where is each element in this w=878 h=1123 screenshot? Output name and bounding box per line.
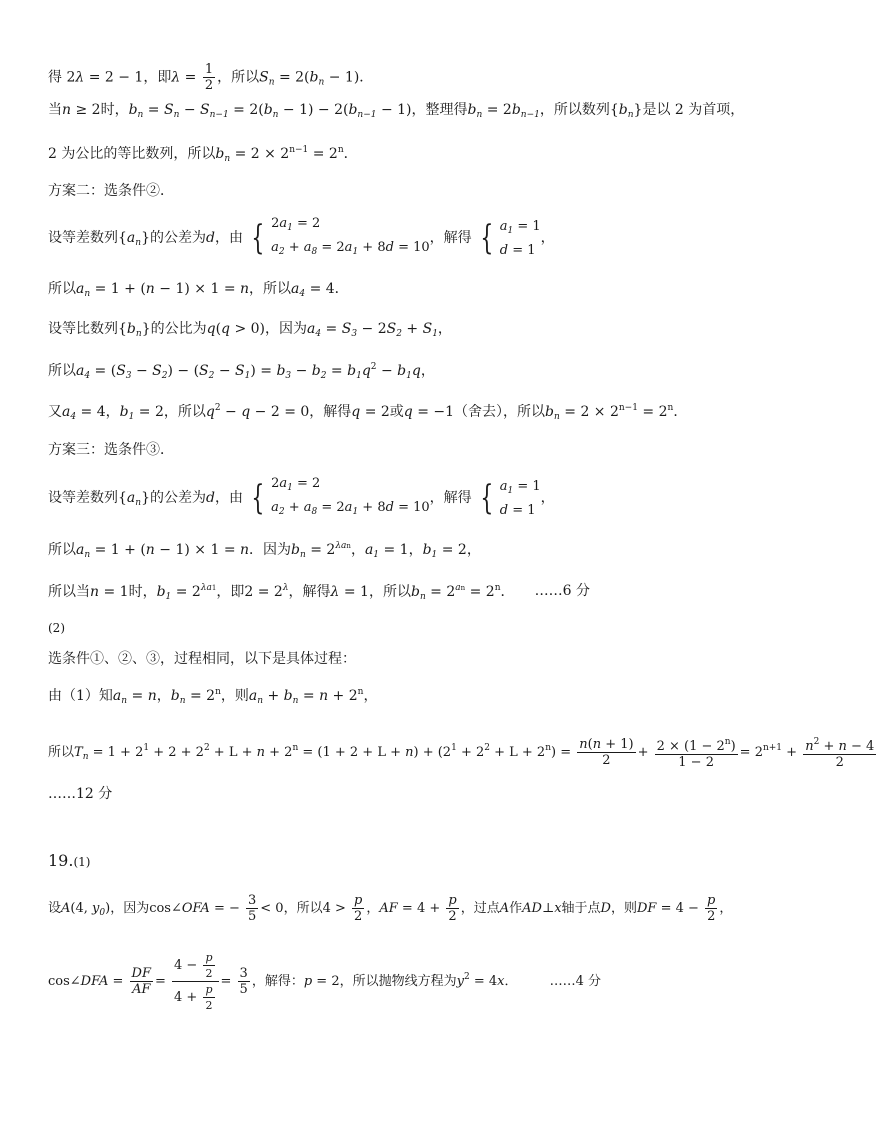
fraction: $\frac{2 \times (1 - 2^n)}{1 - 2}$ [656, 737, 736, 770]
fraction: $\frac{1}{2}$ [204, 62, 214, 93]
from-part-1: 由（1）知$a_n = n$，$b_n = 2^n$，则$a_n + b_n = n + 2^n$， [48, 687, 378, 706]
plan-3-heading: 方案三：选条件③． [48, 442, 174, 458]
line-1: 得 2λ = 2 − 1，即λ = $\frac{1}{2}$ ，所以$S_n = 2(b_n - 1)$． [48, 62, 374, 93]
fraction: $\frac{p}{2}$ [707, 893, 716, 924]
line-3: 2 为公比的等比数列，所以$b_n = 2 \times 2^{n-1} = 2^n$． [48, 145, 358, 164]
choose-conditions: 选条件①、②、③，过程相同，以下是具体过程： [48, 651, 356, 667]
system-of-equations: { $2a_1 = 2$ $a_2 + a_8 = 2a_1 + 8d = 10$ [251, 216, 430, 258]
system-of-equations: { $2a_1 = 2$ $a_2 + a_8 = 2a_1 + 8d = 10$ [251, 476, 430, 518]
question-19-heading: 19.(1) [48, 851, 91, 870]
sum-formula: 所以$T_n = 1 + 2^1 + 2 + 2^2 + L + n + 2^n = (1 + 2 + L + n) + (2^1 + 2^2 + L + 2^n)$ = $\frac{n(n + 1)}{2}$ + $\frac{2 \times (1 - 2^n)}{1 - 2}$ = $2^{n+1}$ + $\frac{n^2 + n - 4}{2}$ [48, 737, 875, 770]
score-12: ……12 分 [48, 786, 113, 802]
plan-2-heading: 方案二：选条件②． [48, 183, 174, 199]
q19-line-2: cos∠DFA = $\frac{DF}{AF}$ = 4 − $\frac{p}{2}$ 4 + $\frac{p}{2}$ = $\frac{3}{5}$ ，解得：p = 2，所以抛物线方程为$y^2 = 4x$． ……4 分 [48, 951, 602, 1012]
plan-2-geometric: 设等比数列$\{b_n\}$的公比为q(q > 0)，因为$a_4 = S_3 - 2S_2 + S_1$， [48, 321, 452, 339]
line-2: 当n ≥ 2时，$b_n = S_n - S_{n-1} = 2(b_n - 1) - 2(b_{n-1} - 1)$，整理得$b_n = 2b_{n-1}$，所以数列$\{b_n\}$是以 2 为首项， [48, 102, 745, 120]
plan-3-lambda: 所以当n = 1时，$b_1 = 2^{\lambda a1}$，即$2 = 2^\lambda$，解得λ = 1，所以$b_n = 2^{an} = 2^n$． [48, 583, 515, 602]
q19-line-1: 设A(4, $y_0$)，因为cos∠OFA = − $\frac{3}{5}$ < 0，所以4 > $\frac{p}{2}$ ，AF = 4 + $\frac{p}{2}$ ，过点A作AD⊥x轴于点D，则DF = 4 − $\frac{p}{2}$ ， [48, 893, 733, 924]
fraction: $\frac{DF}{AF}$ [131, 966, 151, 997]
score-6: ……6 分 [534, 583, 590, 599]
fraction: $\frac{3}{5}$ [239, 966, 248, 997]
plan-2-an: 所以$a_n = 1 + (n - 1) \times 1 = n$，所以$a_4 = 4$． [48, 281, 349, 299]
fraction: $\frac{3}{5}$ [248, 893, 257, 924]
part-2-label: (2) [48, 621, 65, 635]
nested-fraction: 4 − $\frac{p}{2}$ 4 + $\frac{p}{2}$ [172, 950, 218, 1013]
score-4: ……4 分 [549, 974, 602, 989]
plan-3-an: 所以$a_n = 1 + (n - 1) \times 1 = n$．因为$b_n = 2^{\lambda an}$，$a_1 = 1$，$b_1 = 2$， [48, 541, 481, 560]
plan-2-a4: 所以$a_4 = (S_3 - S_2) - (S_2 - S_1) = b_3 - b_2 = b_1q^2 - b_1q$， [48, 362, 435, 381]
solution-system: { $a_1 = 1$ d = 1 [480, 218, 541, 258]
fraction: $\frac{p}{2}$ [448, 893, 457, 924]
solution-system: { $a_1 = 1$ d = 1 [480, 478, 541, 518]
fraction: $\frac{n(n + 1)}{2}$ [579, 737, 634, 768]
fraction: $\frac{n^2 + n - 4}{2}$ [805, 737, 875, 770]
plan-2-solve-q: 又$a_4 = 4$，$b_1 = 2$，所以$q^2 - q - 2 = 0$，解得q = 2或q = −1（舍去），所以$b_n = 2 \times 2^{n-1} = 2^n$． [48, 403, 688, 422]
plan-2-setup: 设等差数列$\{a_n\}$的公差为d，由 { $2a_1 = 2$ $a_2 + a_8 = 2a_1 + 8d = 10$ ，解得 { $a_1 = 1$ d = 1 ， [48, 214, 555, 262]
plan-3-setup: 设等差数列$\{a_n\}$的公差为d，由 { $2a_1 = 2$ $a_2 + a_8 = 2a_1 + 8d = 10$ ，解得 { $a_1 = 1$ d = 1 ， [48, 474, 555, 522]
fraction: $\frac{p}{2}$ [354, 893, 363, 924]
